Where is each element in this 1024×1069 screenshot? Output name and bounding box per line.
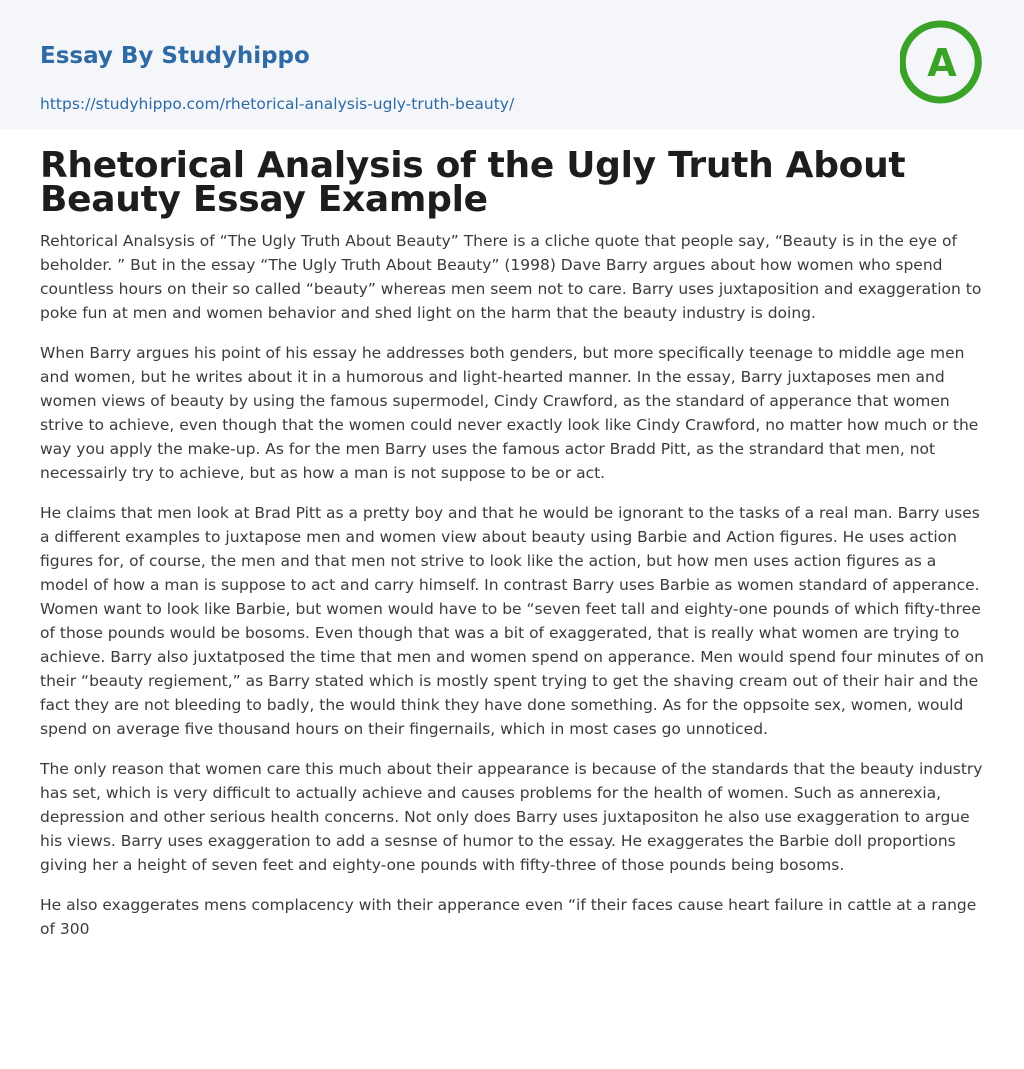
article-title: Rhetorical Analysis of the Ugly Truth About Beauty Essay Example [40,145,906,220]
site-header [0,0,1024,129]
article-paragraph-2: When Barry argues his point of his essay he addresses both genders, but more specifically teenage to middle age men and women, but he writes about it in a humorous and light-hearted manner. In the essay, Barry juxtaposes men and women views of beauty by using the famous supermodel, Cindy Crawford, as the standard of apperance that women strive to achieve, even though that the women could never exactly look like Cindy Crawford, no matter how much or the way you apply the make-up. As for the men Barry uses the famous actor Bradd Pitt, as the strandard that men, not necessairly try to achieve, but as how a man is not suppose to be or act. [40,344,979,482]
article [0,145,1024,941]
article-paragraph-4: The only reason that women care this much about their appearance is because of the standards that the beauty industry has set, which is very difficult to actually achieve and causes problems for the health of women. Such as annerexia, depression and other serious health concerns. Not only does Barry uses juxtapositon he also use exaggeration to argue his views. Barry uses exaggeration to add a sesnse of humor to the essay. He exaggerates the Barbie doll proportions giving her a height of seven feet and eighty-one pounds with fifty-three of those pounds being bosoms. [40,760,983,874]
article-paragraph-1: Rehtorical Analsysis of “The Ugly Truth About Beauty” There is a cliche quote that people say, “Beauty is in the eye of beholder. ” But in the essay “The Ugly Truth About Beauty” (1998) Dave Barry argues about how women who spend countless hours on their so called “beauty” whereas men seem not to care. Barry uses juxtaposition and exaggeration to poke fun at men and women behavior and shed light on the harm that the beauty industry is doing. [40,232,982,322]
site-brand[interactable]: Essay By Studyhippo [40,43,310,69]
article-paragraph-5: He also exaggerates mens complacency with their apperance even “if their faces cause heart failure in cattle at a range of 300 [40,896,977,938]
page-url-link[interactable]: https://studyhippo.com/rhetorical-analysis-ugly-truth-beauty/ [40,95,515,113]
logo-letter: A [927,41,957,85]
article-paragraph-3: He claims that men look at Brad Pitt as a pretty boy and that he would be ignorant to the tasks of a real man. Barry uses a different examples to juxtapose men and women view about beauty using Barbie and Action figures. He uses action figures for, of course, the men and that men not strive to look like the action, but how men uses action figures as a model of how a man is suppose to act and carry himself. In contrast Barry uses Barbie as women standard of apperance. Women want to look like Barbie, but women would have to be “seven feet tall and eighty-one pounds of which fifty-three of those pounds would be bosoms. Even though that was a bit of exaggerated, that is really what women are trying to achieve. Barry also juxtatposed the time that men and women spend on apperance. Men would spend four minutes of on their “beauty regiement,” as Barry stated which is mostly spent trying to get the shaving cream out of their hair and the fact they are not bleeding to badly, the would think they have done something. As for the oppsoite sex, women, would spend on average five thousand hours on their fingernails, which in most cases go unnoticed. [40,504,984,738]
letter-a-circle-logo-icon[interactable] [900,20,984,104]
